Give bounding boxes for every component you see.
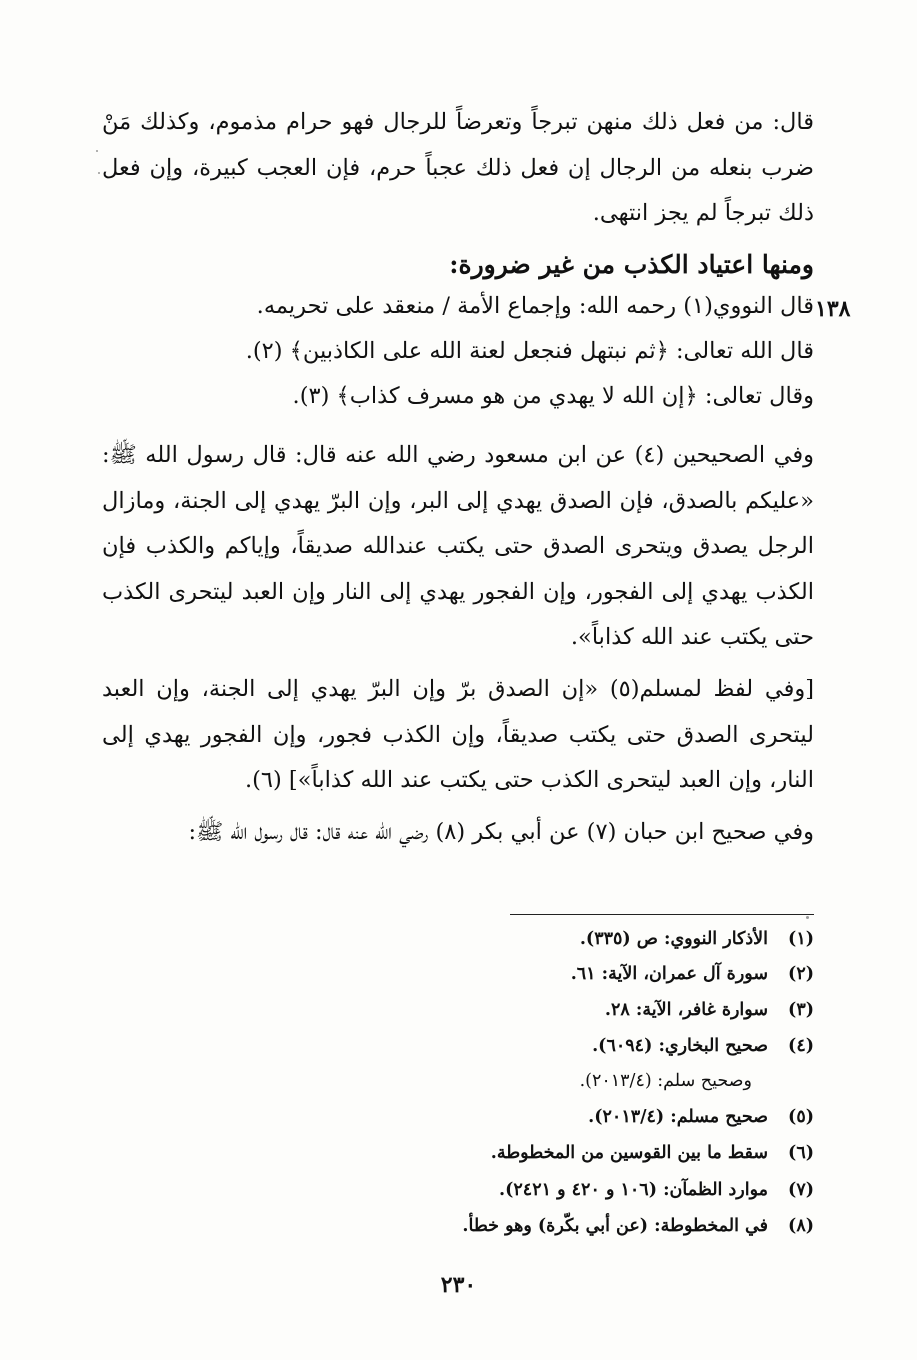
footnote-text: موارد الظمآن: (١٠٦ و ٤٢٠ و ٢٤٢١). <box>499 1180 768 1200</box>
footnote-6 <box>491 1143 814 1163</box>
scan-speck <box>806 916 809 919</box>
paragraph-ibn-hibban: وفي صحيح ابن حبان (٧) عن أبي بكر (٨) رضي الله عنه قال: قال رسول الله ﷺ: <box>188 819 814 845</box>
scan-speck <box>96 150 98 152</box>
manuscript-folio-number: ١٣٨ <box>815 296 851 322</box>
footnote-8 <box>462 1216 814 1236</box>
footnote-1 <box>580 929 814 949</box>
footnote-number: (٦) <box>788 1143 814 1163</box>
quran-verse-2: وقال تعالى: ﴿إن الله لا يهدي من هو مسرف كذاب﴾ (٣). <box>292 383 814 409</box>
footnote-number: (٢) <box>788 964 814 984</box>
footnote-text: صحيح البخاري: (٦٠٩٤). <box>592 1036 768 1056</box>
footnote-number: (٥) <box>788 1107 814 1127</box>
footnote-text: صحيح مسلم: (٢٠١٣/٤). <box>588 1107 768 1127</box>
paragraph-muslim-wording: [وفي لفظ لمسلم(٥) «إن الصدق برّ وإن البرّ يهدي إلى الجنة، وإن العبد ليتحرى الصدق حتى يكتب صديقاً، وإن الكذب فجور، وإن الفجور يهدي إلى النار، وإن العبد ليتحرى الكذب حتى يكتب عند الله كذاباً»] (٦). <box>102 676 814 793</box>
section-heading: ومنها اعتياد الكذب من غير ضرورة: <box>449 250 814 279</box>
footnote-text: الأذكار النووي: ص (٣٣٥). <box>579 929 768 949</box>
footnote-number: (٤) <box>788 1036 814 1056</box>
footnote-text: سورة آل عمران، الآية: ٦١. <box>570 964 768 984</box>
footnote-2 <box>571 964 814 984</box>
paragraph-sahihayn-hadith: وفي الصحيحين (٤) عن ابن مسعود رضي الله عنه قال: قال رسول الله ﷺ: «عليكم بالصدق، فإن الصدق يهدي إلى البر، وإن البرّ يهدي إلى الجنة، ومازال الرجل يصدق ويتحرى الصدق حتى يكتب عندالله صديقاً، وإياكم والكذب فإن الكذب يهدي إلى الفجور، وإن الفجور يهدي إلى النار وإن العبد ليتحرى الكذب حتى يكتب عند الله كذاباً». <box>102 442 814 650</box>
footnote-4-continuation <box>580 1071 752 1091</box>
footnote-number: (٧) <box>788 1180 814 1200</box>
footnote-number: (٨) <box>788 1216 814 1236</box>
footnote-separator <box>510 914 814 915</box>
footnote-text: سقط ما بين القوسين من المخطوطة. <box>490 1143 768 1163</box>
paragraph-tabarruj: قال: من فعل ذلك منهن تبرجاً وتعرضاً للرجال فهو حرام مذموم، وكذلك مَنْ ضرب بنعله من الرجال إن فعل ذلك عجباً حرم، فإن العجب كبيرة، وإن فعل ذلك تبرجاً لم يجز انتهى. <box>102 109 814 226</box>
page-number: ٢٣٠ <box>440 1272 477 1298</box>
footnote-text: في المخطوطة: (عن أبي بكّرة) وهو خطأ. <box>462 1216 768 1236</box>
nawawi-quote-line: قال النووي(١) رحمه الله: وإجماع الأمة / منعقد على تحريمه. <box>256 293 814 319</box>
footnote-3 <box>605 1000 814 1020</box>
footnote-number: (٣) <box>788 1000 814 1020</box>
footnote-number: (١) <box>788 929 814 949</box>
footnote-text: سوارة غافر، الآية: ٢٨. <box>604 1000 768 1020</box>
footnote-text: وصحيح سلم: (٢٠١٣/٤). <box>579 1071 752 1091</box>
footnote-7 <box>499 1180 814 1200</box>
footnote-4 <box>592 1036 814 1056</box>
quran-verse-1: قال الله تعالى: ﴿ثم نبتهل فنجعل لعنة الله على الكاذبين﴾ (٢). <box>245 338 814 364</box>
footnote-5 <box>588 1107 814 1127</box>
scan-speck <box>98 172 100 174</box>
